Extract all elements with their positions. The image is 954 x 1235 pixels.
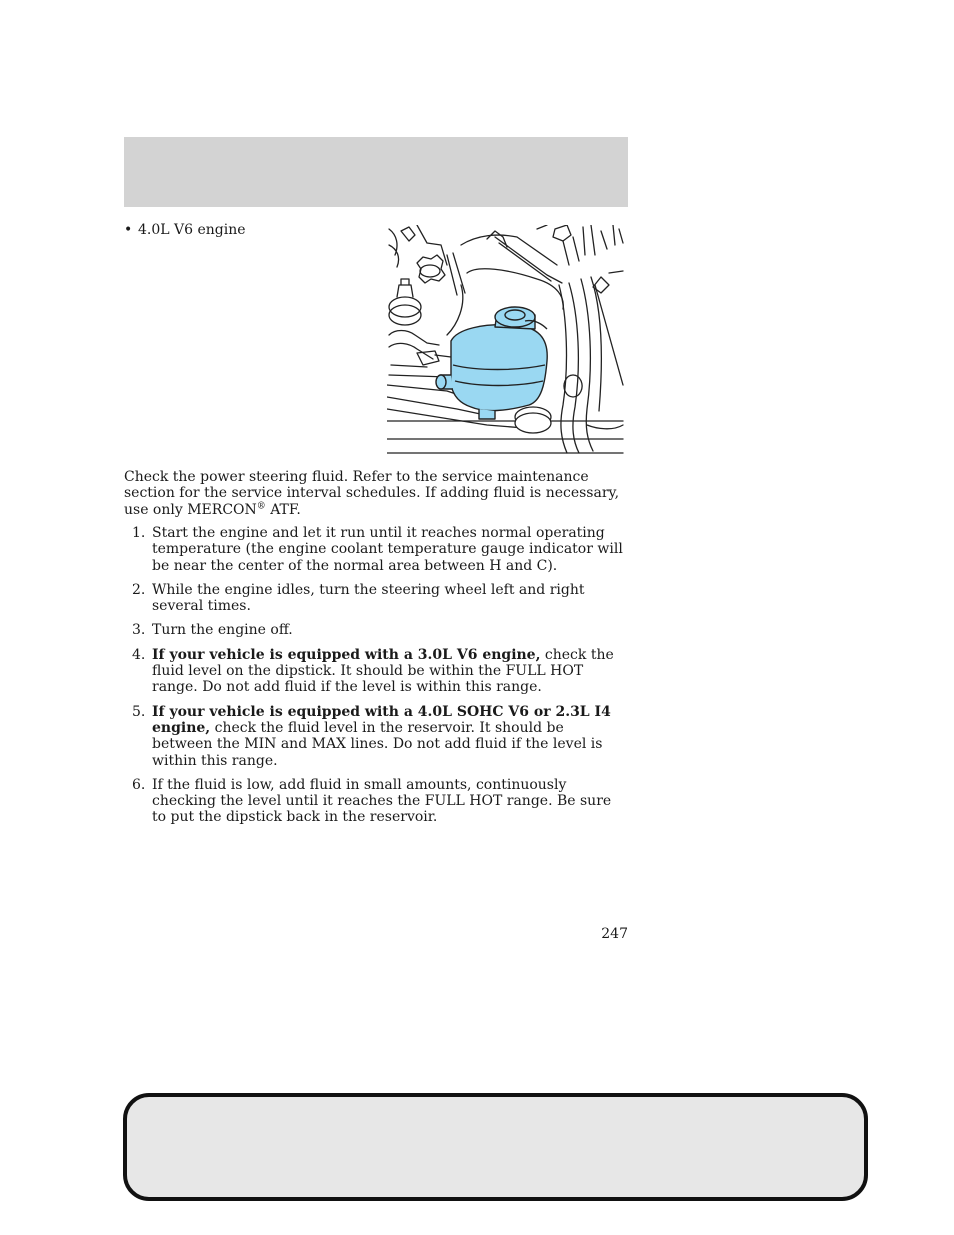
procedure-steps [124,525,628,834]
step-item [124,622,628,638]
step-text: Start the engine and let it run until it reaches normal operating temperature (the engine coolant temperature gauge indicator will be near the center of the normal area between H and C). [152,525,623,574]
step-number: 4. [132,646,146,663]
step-bold-text: If your vehicle is equipped with a 4.0L SOHC V6 or 2.3L I4 engine, [152,703,611,736]
step-text: Turn the engine off. [152,622,293,639]
step-item [124,777,628,826]
step-number: 6. [132,776,146,793]
step-text: check the fluid level in the reservoir. It should be between the MIN and MAX lines. Do not add fluid if the level is within this range. [152,719,603,769]
intro-tail: ATF. [265,501,301,518]
engine-bullet [124,221,246,239]
step-number: 5. [132,703,146,720]
section-header-band [124,137,628,207]
step-item [124,704,628,769]
step-text: check the fluid level on the dipstick. It should be within the FULL HOT range. Do not add fluid if the level is within this range. [152,646,614,696]
step-text: While the engine idles, turn the steering wheel left and right several times. [152,581,585,615]
intro-paragraph [124,469,628,518]
step-number: 3. [132,622,146,639]
bullet-symbol: • [124,222,133,238]
engine-bullet-text: 4.0L V6 engine [138,222,246,238]
step-item [124,582,628,615]
page-number: 247 [601,926,628,942]
footer-tab-box [123,1093,868,1201]
step-item [124,647,628,696]
intro-text: Check the power steering fluid. Refer to the service maintenance section for the service interval schedules. If adding fluid is necessary, use only MERCON [124,469,620,518]
step-number: 1. [132,525,146,541]
step-number: 2. [132,581,146,598]
step-text: If the fluid is low, add fluid in small amounts, continuously checking the level until it reaches the FULL HOT range. Be sure to put the dipstick back in the reservoir. [152,776,612,826]
step-bold-text: If your vehicle is equipped with a 3.0L V6 engine, [152,646,541,663]
engine-illustration [387,225,625,454]
registered-mark: ® [256,500,266,511]
step-item [124,525,628,574]
